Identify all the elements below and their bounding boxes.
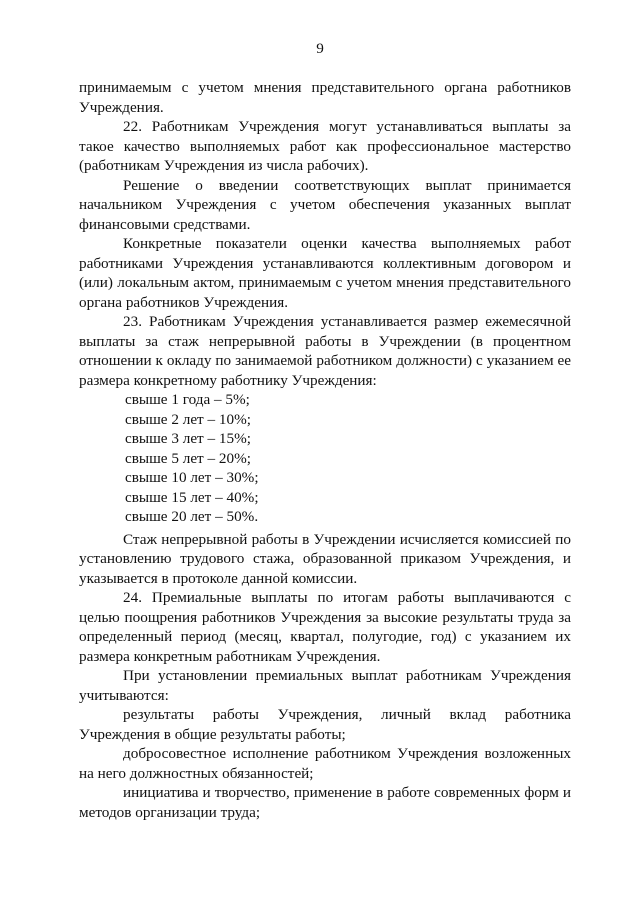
page-number: 9 [316, 40, 324, 57]
list-item: свыше 15 лет – 40%; [125, 488, 259, 506]
list-item: свыше 10 лет – 30%; [125, 469, 259, 486]
seniority-list [79, 390, 571, 527]
list-item: свыше 2 лет – 10%; [125, 410, 251, 428]
paragraph-bonus-criteria-intro: При установлении премиальных выплат работникам Учреждения учитываются: [79, 667, 571, 704]
paragraph-criterion-duties: добросовестное исполнение работником Учреждения возложенных на него должностных обязанностей; [79, 745, 571, 782]
list-item: свыше 3 лет – 15%; [125, 430, 251, 447]
paragraph-item-22: 22. Работникам Учреждения могут устанавливаться выплаты за такое качество выполняемых работ как профессиональное мастерство (работникам Учреждения из числа рабочих). [79, 118, 571, 174]
paragraph-criterion-initiative: инициатива и творчество, применение в работе современных форм и методов организации труда; [79, 784, 571, 821]
paragraph-decision: Решение о введении соответствующих выплат принимается начальником Учреждения с учетом обеспечения указанных выплат финансовыми средствами. [79, 176, 571, 233]
paragraph-quality-indicators: Конкретные показатели оценки качества выполняемых работ работниками Учреждения устанавливаются коллективным договором и (или) локальным актом, принимаемым с учетом мнения представительного органа работников Учреждения. [79, 235, 571, 311]
paragraph-seniority-commission: Стаж непрерывной работы в Учреждении исчисляется комиссией по установлению трудового стажа, образованной приказом Учреждения, и указывается в протоколе данной комиссии. [79, 530, 571, 587]
list-item: свыше 5 лет – 20%; [125, 449, 251, 467]
document-body [79, 78, 571, 822]
paragraph-item-24: 24. Премиальные выплаты по итогам работы выплачиваются с целью поощрения работников Учреждения за высокие результаты труда за определенный период (месяц, квартал, полугодие, год) с указанием их размера конкретным работникам Учреждения. [79, 589, 571, 665]
paragraph-criterion-results: результаты работы Учреждения, личный вклад работника Учреждения в общие результаты работы; [79, 706, 571, 743]
paragraph-continuation: принимаемым с учетом мнения представительного органа работников Учреждения. [79, 79, 571, 116]
paragraph-item-23: 23. Работникам Учреждения устанавливается размер ежемесячной выплаты за стаж непрерывной работы в Учреждении (в процентном отношении к окладу по занимаемой работником должности) с указанием ее размера конкретному работнику Учреждения: [79, 313, 571, 389]
list-item: свыше 1 года – 5%; [125, 391, 250, 408]
list-item: свыше 20 лет – 50%. [125, 508, 259, 525]
